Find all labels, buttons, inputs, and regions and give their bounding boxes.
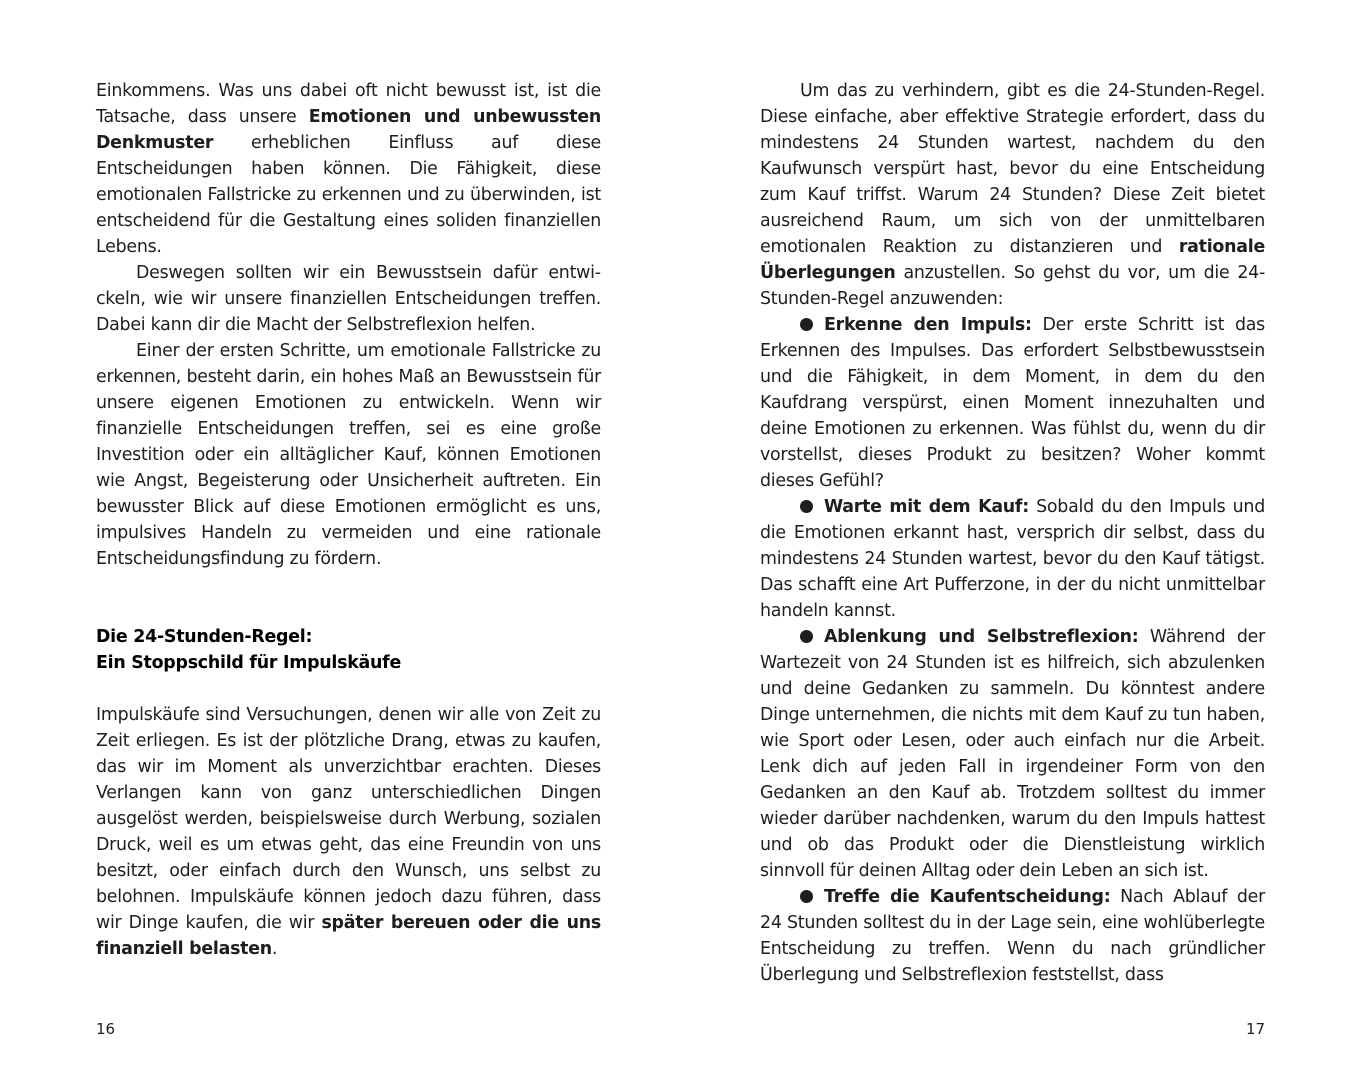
paragraph: Um das zu verhindern, gibt es die 24-Stunden-Regel. Diese einfache, aber effektive Strategie erfordert, dass du mindestens 24 Stunden wartest, nachdem du den Kaufwunsch verspürt hast, bevor du eine Entscheidung zum Kauf triffst. Warum 24 Stunden? Diese Zeit bietet ausreichend Raum, um sich von der unmittelbaren emotionalen Reaktion zu distanzieren und rationale Überlegungen anzustellen. So gehst du vor, um die 24-Stunden-Regel anzuwenden: <box>760 81 1265 309</box>
bullet-item: Erkenne den Impuls: Der erste Schritt ist das Erkennen des Impulses. Das erfordert Selbstbewusstsein und die Fähigkeit, in dem Moment, in dem du den Kaufdrang verspürst, einen Moment innezuhalten und deine Emotionen zu erkennen. Was fühlst du, wenn du dir vorstellst, dieses Produkt zu besitzen? Woher kommt dieses Gefühl? <box>760 315 1265 491</box>
heading-line: Ein Stoppschild für Impulskäufe <box>96 653 402 673</box>
left-page <box>96 78 601 962</box>
bullet-icon <box>800 630 813 643</box>
bullet-item: Warte mit dem Kauf: Sobald du den Impuls und die Emotionen erkannt hast, versprich dir selbst, dass du mindestens 24 Stunden wartest, bevor du den Kauf tätigst. Das schafft eine Art Pufferzone, in der du nicht unmittelbar handeln kannst. <box>760 497 1265 621</box>
bullet-item: Ablenkung und Selbstreflexion: Während der Wartezeit von 24 Stunden ist es hilfreich, sich abzulenken und deine Gedanken zu sammeln. Du könntest andere Dinge unternehmen, die nichts mit dem Kauf zu tun haben, wie Sport oder Lesen, oder auch einfach nur die Arbeit. Lenk dich auf jeden Fall in irgendeiner Form von den Gedanken an den Kauf ab. Trotzdem solltest du immer wieder darüber nachdenken, warum du den Impuls hattest und ob das Produkt oder die Dienstleistung wirklich sinnvoll für deinen Alltag oder dein Leben an sich ist. <box>760 627 1266 881</box>
bullet-icon <box>800 890 813 903</box>
page-number-left: 16 <box>96 1020 116 1038</box>
paragraph: Einkommens. Was uns dabei oft nicht bewusst ist, ist die Tatsache, dass unsere Emotionen und unbewussten Denkmuster erheblichen Einfluss auf diese Entscheidungen haben können. Die Fähigkeit, diese emotionalen Fallstricke zu erkennen und zu überwinden, ist entscheidend für die Gestaltung eines soliden finanziellen Lebens. <box>96 81 601 257</box>
bold-phrase: später bereuen oder die uns finanziell belasten <box>96 913 601 959</box>
bold-phrase: Emotionen und unbewussten Denkmuster <box>96 107 601 153</box>
bullet-title: Warte mit dem Kauf: <box>824 497 1029 517</box>
section-heading <box>96 624 601 676</box>
right-page <box>760 78 1265 988</box>
paragraph: Impulskäufe sind Versuchungen, denen wir alle von Zeit zu Zeit erliegen. Es ist der plötzliche Drang, etwas zu kaufen, das wir im Moment als unverzichtbar erachten. Dieses Verlangen kann von ganz unterschiedlichen Dingen ausgelöst werden, beispielsweise durch Werbung, sozialen Druck, weil es um etwas geht, das eine Freundin von uns besitzt, oder einfach durch den Wunsch, uns selbst zu belohnen. Impulskäufe können jedoch dazu führen, dass wir Dinge kaufen, die wir später bereuen oder die uns finanziell belasten. <box>96 705 601 959</box>
heading-line: Die 24-Stunden-Regel: <box>96 627 313 647</box>
bold-phrase: rationale Überlegungen <box>760 237 1265 283</box>
bullet-title: Ablenkung und Selbstreflexion: <box>824 627 1139 647</box>
paragraph: Deswegen sollten wir ein Bewusstsein dafür entwickeln, wie wir unsere finanziellen Entscheidungen treffen. Dabei kann dir die Macht der Selbstreflexion helfen. <box>96 263 601 335</box>
bullet-title: Treffe die Kaufentscheidung: <box>824 887 1111 907</box>
paragraph: Einer der ersten Schritte, um emotionale Fallstricke zu erkennen, besteht darin, ein hohes Maß an Bewusstsein für unsere eigenen Emotionen zu entwickeln. Wenn wir finanzielle Entscheidungen treffen, sei es eine große Investition oder ein alltäglicher Kauf, können Emotionen wie Angst, Begeisterung oder Unsicherheit auftreten. Ein bewusster Blick auf diese Emotionen ermöglicht es uns, impulsives Handeln zu vermeiden und eine rationale Entscheidungsfindung zu fördern. <box>96 341 601 569</box>
bullet-icon <box>800 500 813 513</box>
page-number-right: 17 <box>1246 1020 1266 1038</box>
bullet-title: Erkenne den Impuls: <box>824 315 1032 335</box>
bullet-icon <box>800 318 813 331</box>
bullet-item: Treffe die Kaufentscheidung: Nach Ablauf der 24 Stunden solltest du in der Lage sein, eine wohlüberlegte Entscheidung zu treffen. Wenn du nach gründlicher Überlegung und Selbstreflexion feststellst, dass <box>760 887 1265 985</box>
